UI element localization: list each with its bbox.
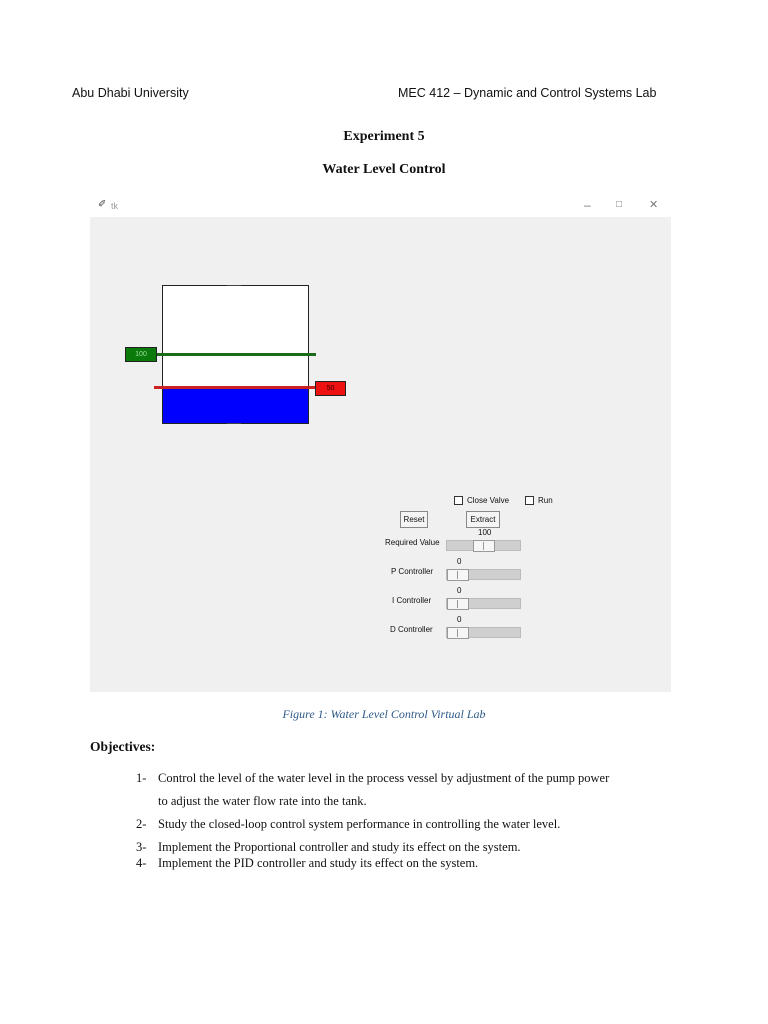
d-controller-readout: 0 (457, 615, 462, 624)
objectives-heading: Objectives: (90, 739, 156, 754)
water-fill (163, 389, 308, 423)
p-controller-slider[interactable] (446, 569, 521, 580)
setpoint-marker: 100 (125, 347, 157, 362)
required-value-thumb[interactable] (473, 540, 495, 552)
water-level-line (154, 386, 316, 389)
required-value-slider[interactable] (446, 540, 521, 551)
header-university: Abu Dhabi University (72, 86, 189, 100)
extract-button[interactable]: Extract (466, 511, 500, 528)
figure-caption: Figure 1: Water Level Control Virtual Lab (282, 707, 486, 721)
i-controller-slider[interactable] (446, 598, 521, 609)
window-title: tk (111, 201, 119, 211)
maximize-icon[interactable]: □ (616, 199, 623, 210)
run-checkbox[interactable] (525, 496, 553, 505)
d-controller-label: D Controller (390, 625, 433, 634)
i-controller-label: I Controller (392, 596, 432, 605)
run-label: Run (538, 496, 553, 505)
run-box[interactable] (525, 496, 534, 505)
objective-text: Implement the Proportional controller and study its effect on the system. (158, 840, 521, 854)
i-controller-thumb[interactable] (447, 598, 469, 610)
tank-bottom-tick (227, 423, 241, 424)
d-controller-thumb[interactable] (447, 627, 469, 639)
objective-number: 3- (136, 840, 147, 854)
required-value-readout: 100 (478, 528, 492, 537)
objective-number: 4- (136, 856, 147, 870)
close-valve-checkbox[interactable] (454, 496, 509, 505)
objective-text: Study the closed-loop control system performance in controlling the water level. (158, 817, 561, 831)
tk-window (90, 196, 671, 692)
objective-number: 2- (136, 817, 147, 831)
feather-icon: ✐ (98, 199, 107, 210)
tank-top-tick (227, 285, 241, 286)
objective-text-continued: to adjust the water flow rate into the tank. (158, 794, 367, 808)
p-controller-thumb[interactable] (447, 569, 469, 581)
objective-item (136, 856, 478, 871)
objective-item (136, 771, 609, 786)
water-level-marker: 50 (315, 381, 346, 396)
objective-item (136, 840, 521, 855)
close-valve-box[interactable] (454, 496, 463, 505)
simulation-canvas (90, 217, 671, 692)
close-valve-label: Close Valve (467, 496, 510, 505)
d-controller-slider[interactable] (446, 627, 521, 638)
p-controller-readout: 0 (457, 557, 462, 566)
required-value-label: Required Value (385, 538, 440, 547)
objective-text: Implement the PID controller and study its effect on the system. (158, 856, 479, 870)
experiment-title: Experiment 5 (343, 129, 425, 144)
close-icon[interactable]: ✕ (649, 199, 659, 211)
i-controller-readout: 0 (457, 586, 462, 595)
minimize-icon[interactable]: – (584, 198, 591, 212)
header-course: MEC 412 – Dynamic and Control Systems Lab (398, 86, 657, 100)
reset-button[interactable]: Reset (400, 511, 428, 528)
setpoint-line (156, 353, 316, 356)
objective-text: Control the level of the water level in the process vessel by adjustment of the pump power (158, 771, 610, 785)
p-controller-label: P Controller (391, 567, 434, 576)
objective-item (136, 817, 560, 832)
objective-number: 1- (136, 771, 147, 785)
topic-title: Water Level Control (322, 162, 446, 177)
window-title-bar (90, 196, 671, 217)
